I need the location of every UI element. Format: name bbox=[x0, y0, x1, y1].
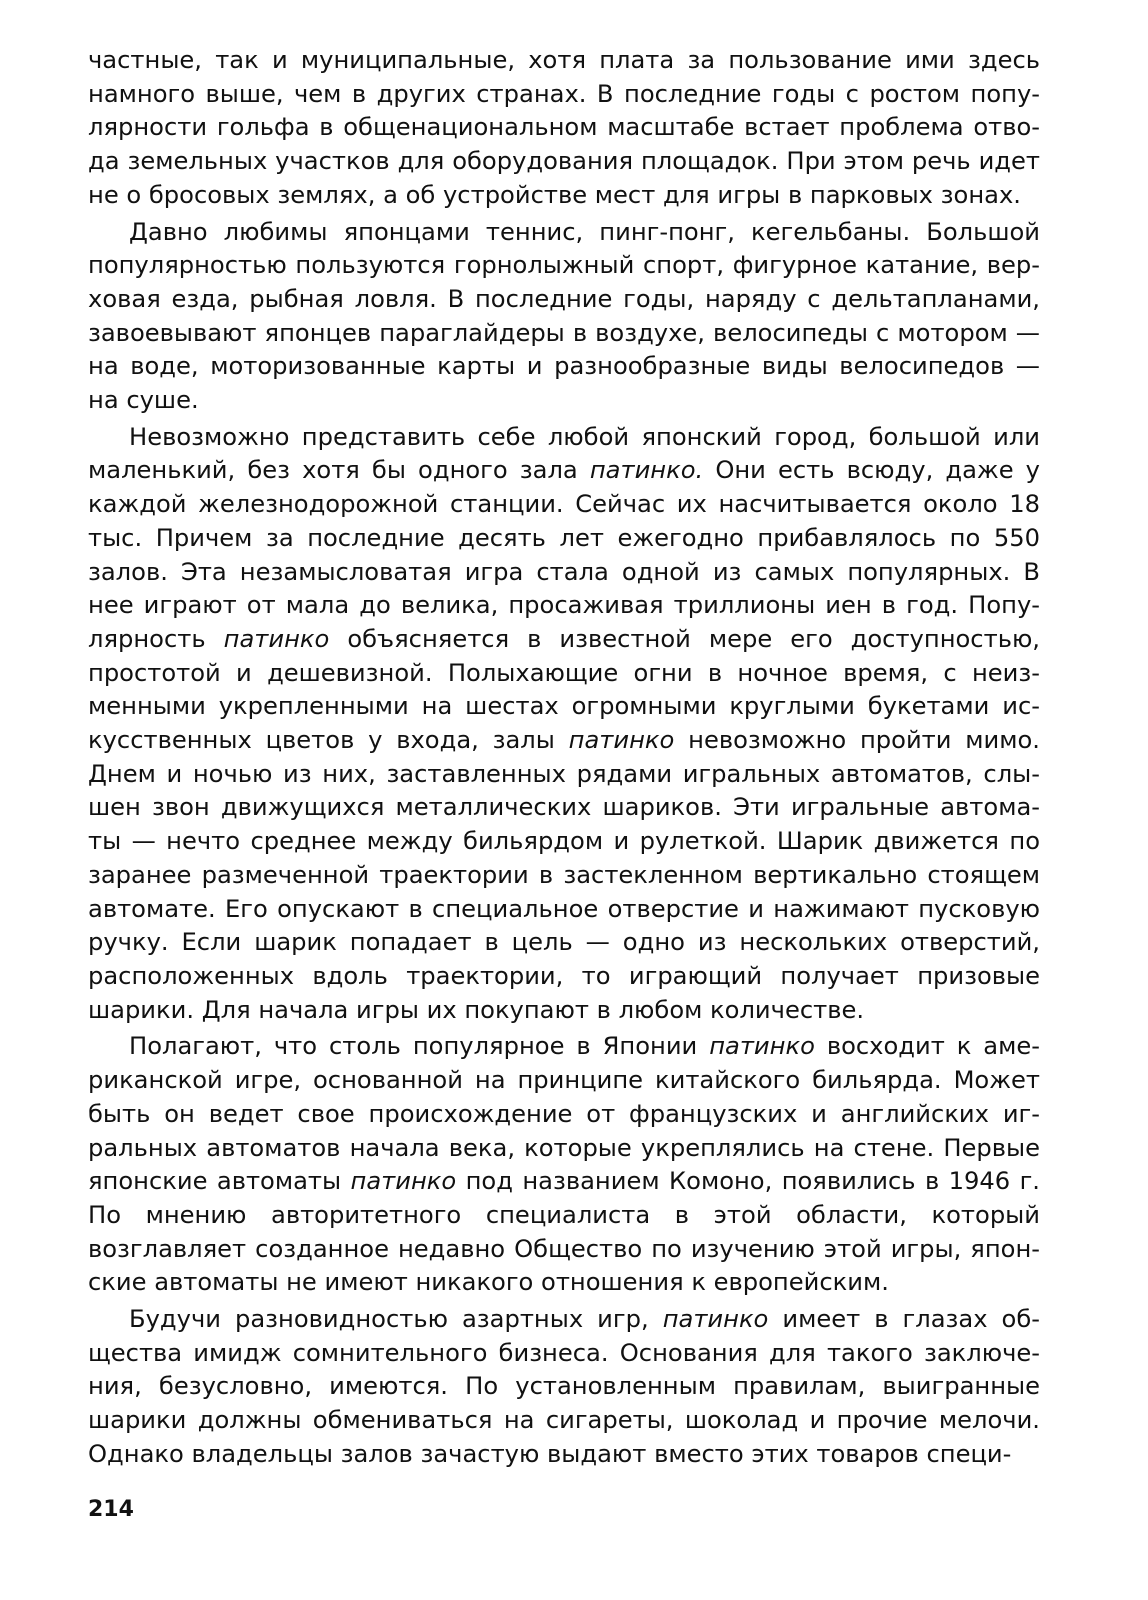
text-run: Они есть всюду, даже у каждой железнодорожной станции. Сейчас их насчитывается около 18 тыс. Причем за последние десять лет ежегодно прибавлялось по 550 залов. Эта незамысловатая игра стала одной из самых популярных. В нее играют от мала до велика, просаживая триллионы иен в год. Популярность bbox=[88, 456, 1040, 653]
italic-term: патинко bbox=[662, 1305, 769, 1334]
text-run: восходит к американской игре, основанной на принципе китайского бильярда. Может быть он ведет свое происхождение от французских и английских игральных автоматов начала века, которые укреплялись на стене. Первые японские автоматы bbox=[88, 1032, 1040, 1196]
text-run: Будучи разновидностью азартных игр, bbox=[129, 1305, 663, 1334]
italic-term: патинко bbox=[223, 624, 330, 653]
paragraph-1 bbox=[88, 44, 1040, 213]
italic-term: патинко bbox=[709, 1032, 815, 1061]
text-run: Полагают, что столь популярное в Японии bbox=[129, 1032, 710, 1061]
italic-term: патинко. bbox=[589, 456, 704, 485]
page-number: 214 bbox=[88, 1497, 134, 1522]
text-run: объясняется в известной мере его доступностью, простотой и дешевизной. Полыхающие огни в ночное время, с неизменными укрепленными на шестах огромными круглыми букетами искусственных цветов у входа, залы bbox=[88, 624, 1040, 755]
text-run: невозможно пройти мимо. Днем и ночью из них, заставленных рядами игральных автоматов, слышен звон движущихся металлических шариков. Эти игральные автоматы — нечто среднее между бильярдом и рулеткой. Шарик движется по заранее размеченной траектории в застекленном вертикально стоящем автомате. Его опускают в специальное отверстие и нажимают пусковую ручку. Если шарик попадает в цель — одно из нескольких отверстий, расположенных вдоль траектории, то играющий получает призовые шарики. Для начала игры их покупают в любом количестве. bbox=[88, 726, 1040, 1024]
text-run: Невозможно представить себе любой японский город, большой или маленький, без хотя бы одного зала bbox=[88, 422, 1040, 485]
paragraph-2 bbox=[88, 216, 1040, 418]
text-run: под названием Комоно, появились в 1946 г. По мнению авторитетного специалиста в этой области, который возглавляет созданное недавно Общество по изучению этой игры, японские автоматы не имеют никакого отношения к европейским. bbox=[88, 1167, 1040, 1297]
italic-term: патинко bbox=[568, 726, 675, 755]
paragraph-4 bbox=[88, 1030, 1040, 1300]
text-run: частные, так и муниципальные, хотя плата за пользование ими здесь намного выше, чем в других странах. В последние годы с ростом популярности гольфа в общенациональном масштабе встает проблема отвода земельных участков для оборудования площадок. При этом речь идет не о бросовых землях, а об устройстве мест для игры в парковых зонах. bbox=[88, 46, 1040, 209]
italic-term: патинко bbox=[350, 1167, 457, 1196]
text-run: имеет в глазах общества имидж сомнительного бизнеса. Основания для такого заключения, безусловно, имеются. По установленным правилам, выигранные шарики должны обмениваться на сигареты, шоколад и прочие мелочи. Однако владельцы залов зачастую выдают вместо этих товаров специ- bbox=[88, 1305, 1040, 1468]
page-body bbox=[88, 44, 1040, 1475]
paragraph-5 bbox=[88, 1303, 1040, 1472]
paragraph-3 bbox=[88, 421, 1040, 1028]
text-run: Давно любимы японцами теннис, пинг-понг, кегельбаны. Большой популярностью пользуются горнолыжный спорт, фигурное катание, верховая езда, рыбная ловля. В последние годы, наряду с дельтапланами, завоевывают японцев параглайдеры в воздухе, велосипеды с мотором — на воде, моторизованные карты и разнообразные виды велосипедов — на суше. bbox=[88, 217, 1040, 415]
